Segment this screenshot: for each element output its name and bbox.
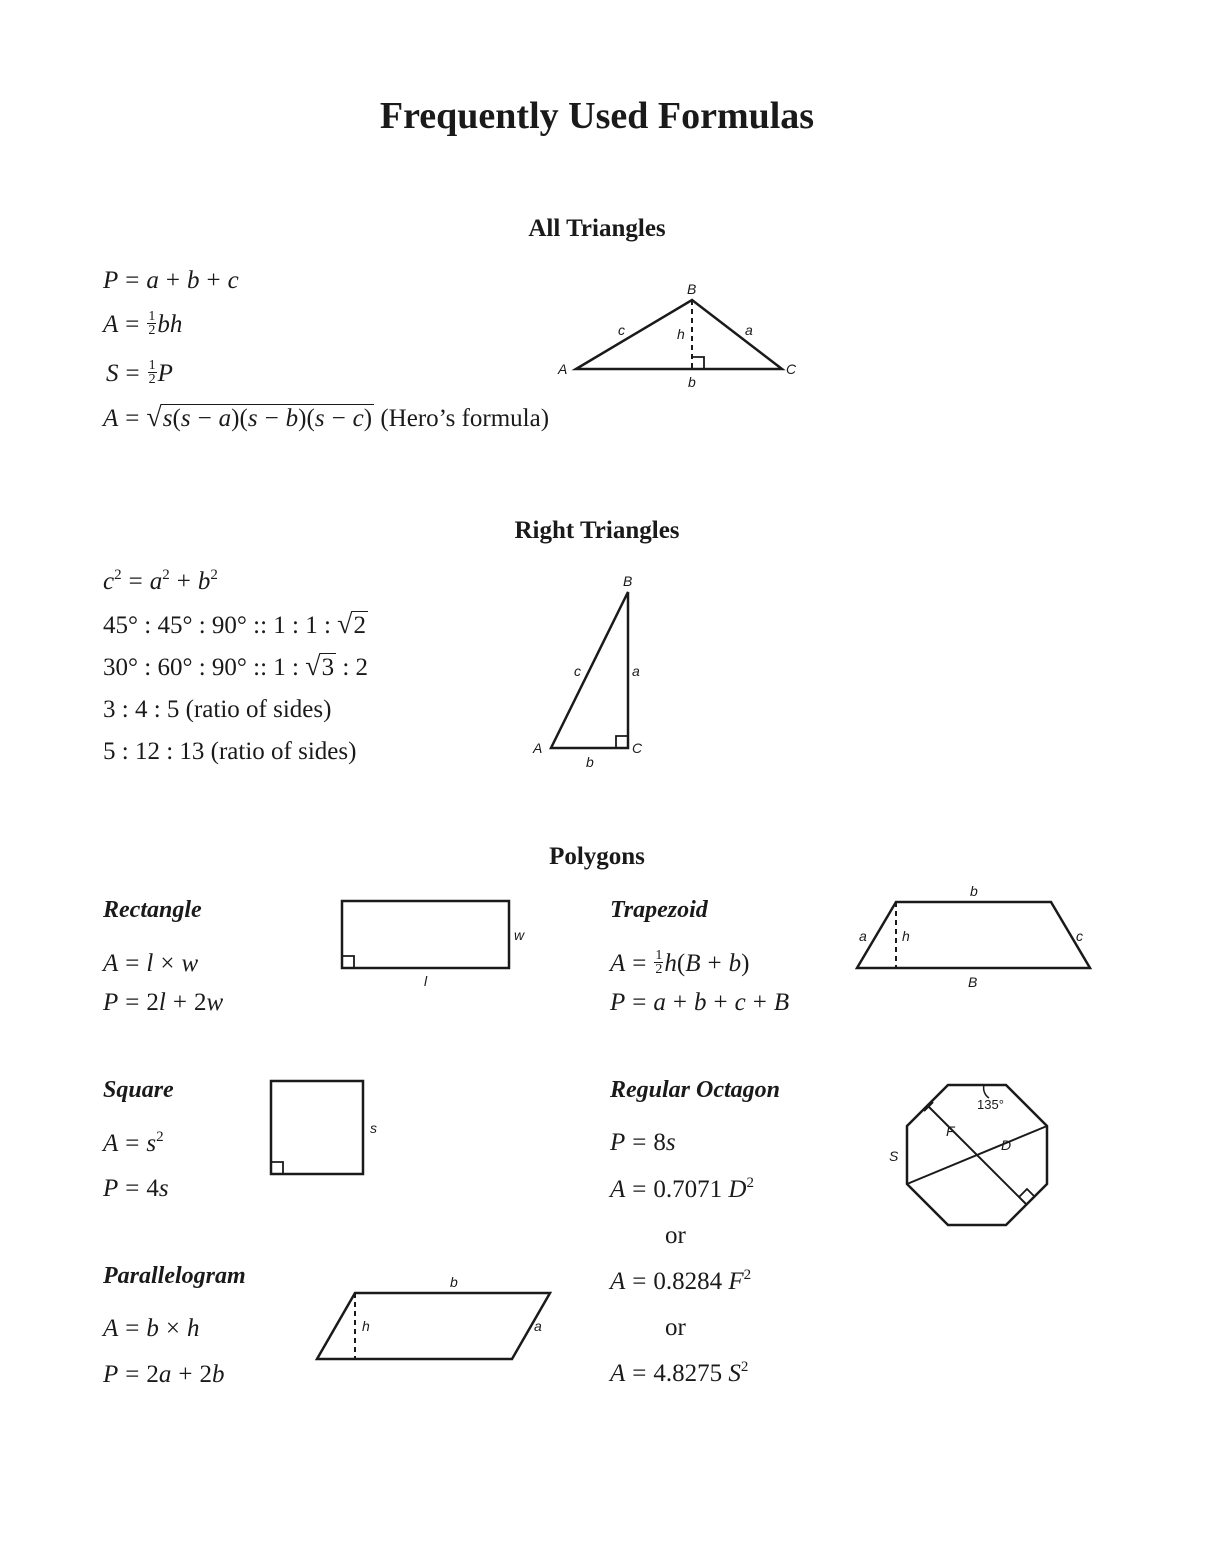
trapezoid-diagram [857, 883, 1090, 990]
label-height-h: h [362, 1318, 370, 1334]
label-base-b-upper: B [968, 974, 978, 990]
formula-heron: A = √s(s − a)(s − b)(s − c) (Hero’s formula) [103, 402, 550, 433]
formula-30-60-90: 30° : 60° : 90° :: 1 : √3 : 2 [103, 651, 369, 682]
label-top-b: b [970, 883, 978, 899]
label-vertex-a: A [533, 740, 543, 756]
label-height-h: h [677, 326, 685, 342]
formula-triangle-area: A = $\frac{1}{2}$ bh [103, 308, 183, 338]
label-base-b: b [688, 374, 696, 390]
formula-parallelogram-area: A = b × h [103, 1315, 200, 1342]
formula-trapezoid-perimeter: P = a + b + c + B [610, 989, 790, 1016]
label-d: D [1001, 1137, 1012, 1153]
rectangle-title: Rectangle [103, 897, 202, 923]
section-heading-all-triangles: All Triangles [528, 215, 666, 242]
label-side-a: a [632, 663, 640, 679]
formula-octagon-area-d: A = 0.7071 $D^2$ [610, 1175, 754, 1203]
label-side-a: a [534, 1318, 542, 1334]
section-heading-right-triangles: Right Triangles [514, 517, 680, 544]
formula-pythagorean: $c^2 = a^2 + b^2$ [103, 567, 218, 595]
label-base-b: b [450, 1274, 458, 1290]
formula-octagon-area-f: A = 0.8284 $F^2$ [610, 1267, 752, 1295]
trapezoid-title: Trapezoid [610, 897, 708, 923]
right-triangle-diagram [532, 573, 643, 770]
or-text-1: or [665, 1222, 686, 1249]
formula-5-12-13: 5 : 12 : 13 (ratio of sides) [103, 738, 357, 765]
rectangle-diagram [342, 901, 525, 989]
label-angle-135: 135° [977, 1097, 1004, 1112]
label-side-c: c [1076, 928, 1083, 944]
label-side-c: c [574, 663, 581, 679]
formula-parallelogram-perimeter: P = 2a + 2b [103, 1361, 225, 1388]
formula-square-perimeter: P = 4s [103, 1175, 169, 1202]
heron-note: (Hero’s formula) [380, 405, 550, 432]
formula-45-45-90: 45° : 45° : 90° :: 1 : 1 : √2 [103, 609, 367, 640]
label-side-a: a [859, 928, 867, 944]
or-text-2: or [665, 1314, 686, 1341]
formula-rectangle-perimeter: P = 2l + 2w [103, 989, 224, 1016]
formula-trapezoid-area: A = $\frac{1}{2}$ h(B + b) [610, 947, 750, 977]
label-vertex-c: C [632, 740, 643, 756]
label-vertex-b: B [623, 573, 633, 589]
label-vertex-b: B [687, 281, 697, 297]
formula-octagon-area-s: A = 4.8275 $S^2$ [610, 1359, 749, 1387]
label-vertex-a: A [558, 361, 568, 377]
label-side-b: b [586, 754, 594, 770]
octagon-title: Regular Octagon [610, 1077, 781, 1103]
label-side-c: c [618, 322, 625, 338]
square-title: Square [103, 1077, 174, 1103]
formula-semiperimeter: S = $\frac{1}{2}$ P [106, 357, 173, 387]
label-s: S [889, 1148, 899, 1164]
label-side-s: s [370, 1120, 377, 1136]
section-heading-polygons: Polygons [549, 843, 645, 870]
formula-square-area: $A = s^2$ [103, 1129, 164, 1157]
label-width-w: w [514, 927, 525, 943]
octagon-diagram [889, 1085, 1047, 1225]
parallelogram-title: Parallelogram [103, 1263, 246, 1289]
label-height-h: h [902, 928, 910, 944]
page-title: Frequently Used Formulas [379, 95, 815, 137]
parallelogram-diagram [317, 1274, 550, 1359]
square-diagram [271, 1081, 377, 1174]
triangle-diagram [557, 281, 797, 390]
label-vertex-c: C [786, 361, 797, 377]
formula-triangle-perimeter: P = a + b + c [103, 267, 239, 294]
formula-octagon-perimeter: P = 8s [610, 1129, 676, 1156]
formula-3-4-5: 3 : 4 : 5 (ratio of sides) [103, 696, 332, 723]
formula-rectangle-area: A = l × w [103, 950, 199, 977]
label-f: F [946, 1123, 955, 1139]
label-length-l: l [424, 973, 428, 989]
label-side-a: a [745, 322, 753, 338]
